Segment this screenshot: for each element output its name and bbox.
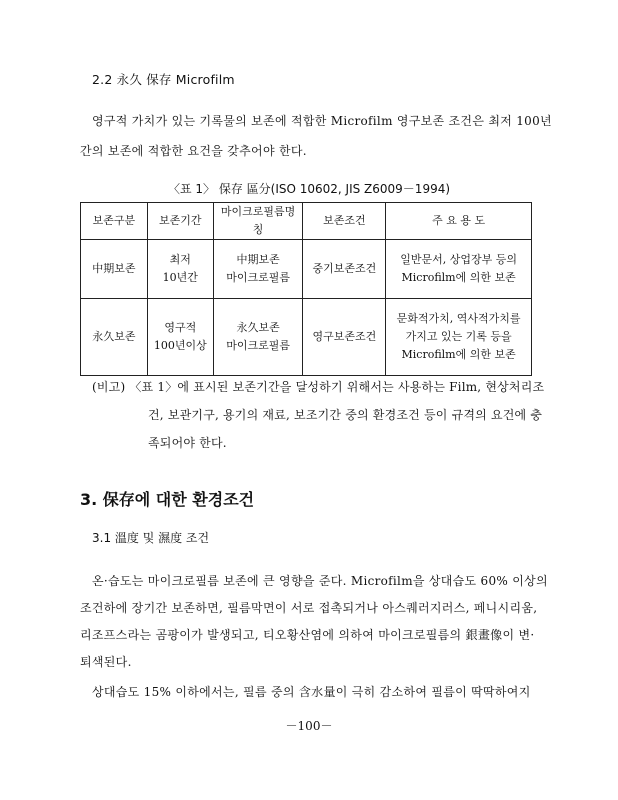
- header-period: 보존기간: [147, 203, 213, 240]
- body-line-4: 퇴색된다.: [80, 655, 132, 669]
- section-3-heading: 3. 保存에 대한 환경조건: [80, 490, 255, 509]
- cell-line: Microfilm에 의한 보존: [401, 348, 516, 361]
- header-use: 주 요 용 도: [386, 203, 532, 240]
- table-caption: 〈표 1〉 保存 區分(ISO 10602, JIS Z6009－1994): [167, 182, 451, 196]
- cell-film-name: [213, 299, 303, 376]
- page-number: －100－: [285, 719, 333, 733]
- table-row: [81, 299, 532, 376]
- cell-line: 100년이상: [153, 339, 207, 352]
- cell-condition: 영구보존조건: [303, 299, 386, 376]
- cell-line: 中期보존: [236, 253, 280, 266]
- cell-line: 일반문서, 상업장부 등의: [400, 253, 517, 266]
- cell-line: 永久보존: [236, 321, 280, 334]
- cell-period: [147, 240, 213, 299]
- cell-line: 최저: [169, 253, 191, 266]
- cell-line: Microfilm에 의한 보존: [401, 271, 516, 284]
- cell-line: 문화적가치, 역사적가치를: [396, 312, 521, 325]
- header-condition: 보존조건: [303, 203, 386, 240]
- table-header-row: [81, 203, 532, 240]
- body-line-2: 조건하에 장기간 보존하면, 필름막면이 서로 접촉되거나 아스퀘러지러스, 페니시리움,: [80, 601, 538, 615]
- section-3-1-heading: 3.1 溫度 및 濕度 조건: [92, 531, 210, 545]
- body-line-5: 상대습도 15% 이하에서는, 필름 중의 含水量이 극히 감소하여 필름이 딱딱하여지: [92, 685, 531, 699]
- cell-use: [386, 240, 532, 299]
- header-category: 보존구분: [81, 203, 148, 240]
- cell-line: 영구적: [164, 321, 197, 334]
- note-line-1: (비고) 〈표 1〉에 표시된 보존기간을 달성하기 위해서는 사용하는 Film, 현상처리조: [92, 380, 545, 394]
- cell-use: [386, 299, 532, 376]
- cell-condition: 중기보존조건: [303, 240, 386, 299]
- cell-category: 永久보존: [81, 299, 148, 376]
- cell-film-name: [213, 240, 303, 299]
- section-2-2-heading: 2.2 永久 保存 Microfilm: [92, 72, 235, 87]
- cell-period: [147, 299, 213, 376]
- table-row: [81, 240, 532, 299]
- intro-line-2: 간의 보존에 적합한 요건을 갖추어야 한다.: [80, 144, 307, 158]
- cell-line: 10년간: [162, 271, 198, 284]
- intro-line-1: 영구적 가치가 있는 기록물의 보존에 적합한 Microfilm 영구보존 조건은 최저 100년: [92, 114, 552, 128]
- note-line-3: 족되어야 한다.: [148, 436, 227, 450]
- cell-line: 마이크로필름: [226, 339, 290, 352]
- cell-line: 가지고 있는 기록 등을: [405, 330, 512, 343]
- preservation-table: [80, 202, 532, 376]
- body-line-1: 온·습도는 마이크로필름 보존에 큰 영향을 준다. Microfilm을 상대습도 60% 이상의: [92, 574, 548, 588]
- body-line-3: 리조프스라는 곰팡이가 발생되고, 티오황산염에 의하여 마이크로필름의 銀畫像이 변·: [80, 628, 535, 642]
- cell-line: 마이크로필름: [226, 271, 290, 284]
- cell-category: 中期보존: [81, 240, 148, 299]
- header-film-name: 마이크로필름명칭: [213, 203, 303, 240]
- note-line-2: 건, 보관기구, 용기의 재료, 보조기간 중의 환경조건 등이 규격의 요건에 충: [148, 408, 543, 422]
